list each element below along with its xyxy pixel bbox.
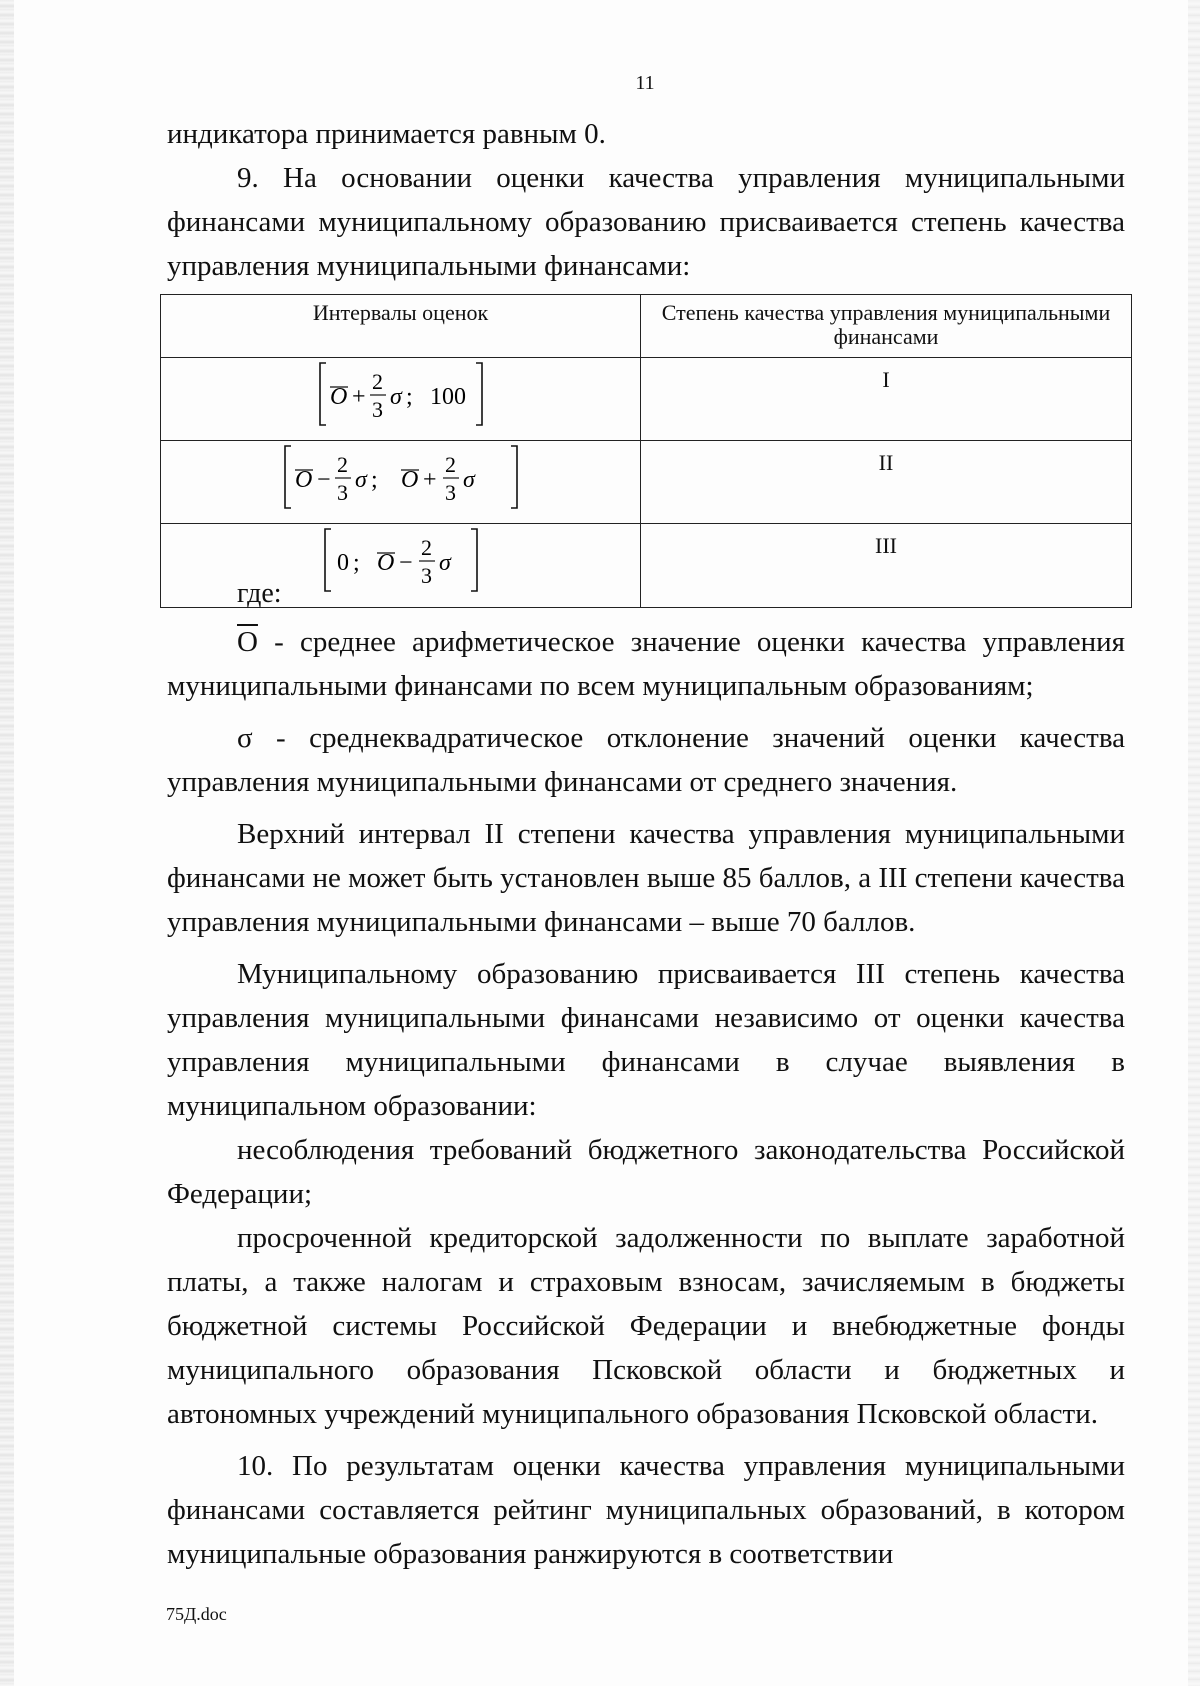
where-label: где:	[237, 578, 282, 609]
table-header-row	[161, 295, 1132, 358]
header-intervals: Интервалы оценок	[161, 295, 641, 358]
svg-text:3: 3	[420, 563, 432, 588]
svg-text:O: O	[376, 550, 394, 576]
table-row	[161, 524, 1132, 608]
page-number: 11	[635, 72, 655, 94]
svg-text:2: 2	[444, 452, 456, 477]
body-text-top	[167, 112, 1125, 288]
grade-table	[160, 294, 1132, 608]
body-text-bottom	[167, 620, 1125, 1576]
paragraph-violations: несоблюдения требований бюджетного законодательства Российской Федерации;	[167, 1134, 1125, 1210]
interval-formula-svg	[281, 442, 521, 512]
interval-formula-3	[161, 524, 641, 608]
paragraph-upper-interval: Верхний интервал II степени качества управления муниципальными финансами не может быть установлен выше 85 баллов, а III степени качества управления муниципальными финансами – выше 70 баллов.	[167, 818, 1125, 938]
paragraph-item-10: 10. По результатам оценки качества управления муниципальными финансами составляется рейтинг муниципальных образований, в котором муниципальные образования ранжируются в соответствии	[167, 1450, 1125, 1570]
svg-text:2: 2	[371, 369, 383, 394]
svg-text:O: O	[400, 467, 418, 493]
svg-text:+: +	[422, 467, 437, 493]
svg-text:2: 2	[336, 452, 348, 477]
interval-formula-2	[161, 441, 641, 524]
svg-text:−: −	[398, 550, 413, 576]
svg-text:3: 3	[371, 397, 383, 422]
svg-text:σ: σ	[438, 550, 451, 576]
definition-sigma: σ - среднеквадратическое отклонение значений оценки качества управления муниципальными финансами от среднего значения.	[167, 722, 1125, 798]
paragraph-third-degree: Муниципальному образованию присваивается III степень качества управления муниципальными финансами независимо от оценки качества управления муниципальными финансами в случае выявления в муниципальном образовании:	[167, 958, 1125, 1122]
table-row	[161, 358, 1132, 441]
svg-text:O: O	[294, 467, 312, 493]
svg-text:σ: σ	[462, 467, 475, 493]
svg-text:−: −	[316, 467, 331, 493]
definition-o-text: - среднее арифметическое значение оценки качества управления муниципальными финансами по всем муниципальным образованиям;	[167, 626, 1125, 702]
table-row	[161, 441, 1132, 524]
svg-text:100: 100	[429, 384, 466, 410]
svg-text:σ: σ	[354, 467, 367, 493]
scan-edge-left	[0, 0, 14, 1686]
paragraph-continuation: индикатора принимается равным 0.	[167, 118, 606, 150]
paragraph-item-9: 9. На основании оценки качества управления муниципальными финансами муниципальному образованию присваивается степень качества управления муниципальными финансами:	[167, 162, 1125, 282]
interval-formula-svg	[321, 525, 481, 595]
definition-o	[167, 620, 1125, 708]
svg-text:0: 0	[336, 550, 349, 576]
header-degree: Степень качества управления муниципальными финансами	[641, 295, 1132, 358]
degree-cell-1: I	[641, 358, 1132, 441]
interval-formula-svg	[316, 359, 486, 429]
svg-text:2: 2	[420, 535, 432, 560]
svg-text:;: ;	[405, 384, 413, 410]
svg-text:;: ;	[370, 467, 378, 493]
interval-formula-1	[161, 358, 641, 441]
svg-text:3: 3	[444, 480, 456, 505]
svg-text:;: ;	[352, 550, 360, 576]
svg-text:+: +	[351, 384, 366, 410]
o-bar-symbol: О	[237, 626, 258, 658]
svg-text:O: O	[329, 384, 347, 410]
degree-cell-2: II	[641, 441, 1132, 524]
footer-filename: 75Д.doc	[166, 1604, 227, 1624]
svg-text:σ: σ	[389, 384, 402, 410]
scan-edge-right	[1188, 0, 1200, 1686]
svg-text:3: 3	[336, 480, 348, 505]
degree-cell-3: III	[641, 524, 1132, 608]
paragraph-overdue-debt: просроченной кредиторской задолженности по выплате заработной платы, а также налогам и страховым взносам, зачисляемым в бюджеты бюджетной системы Российской Федерации и внебюджетные фонды муниципального образования Псковской области и бюджетных и автономных учреждений муниципального образования Псковской области.	[167, 1222, 1125, 1430]
